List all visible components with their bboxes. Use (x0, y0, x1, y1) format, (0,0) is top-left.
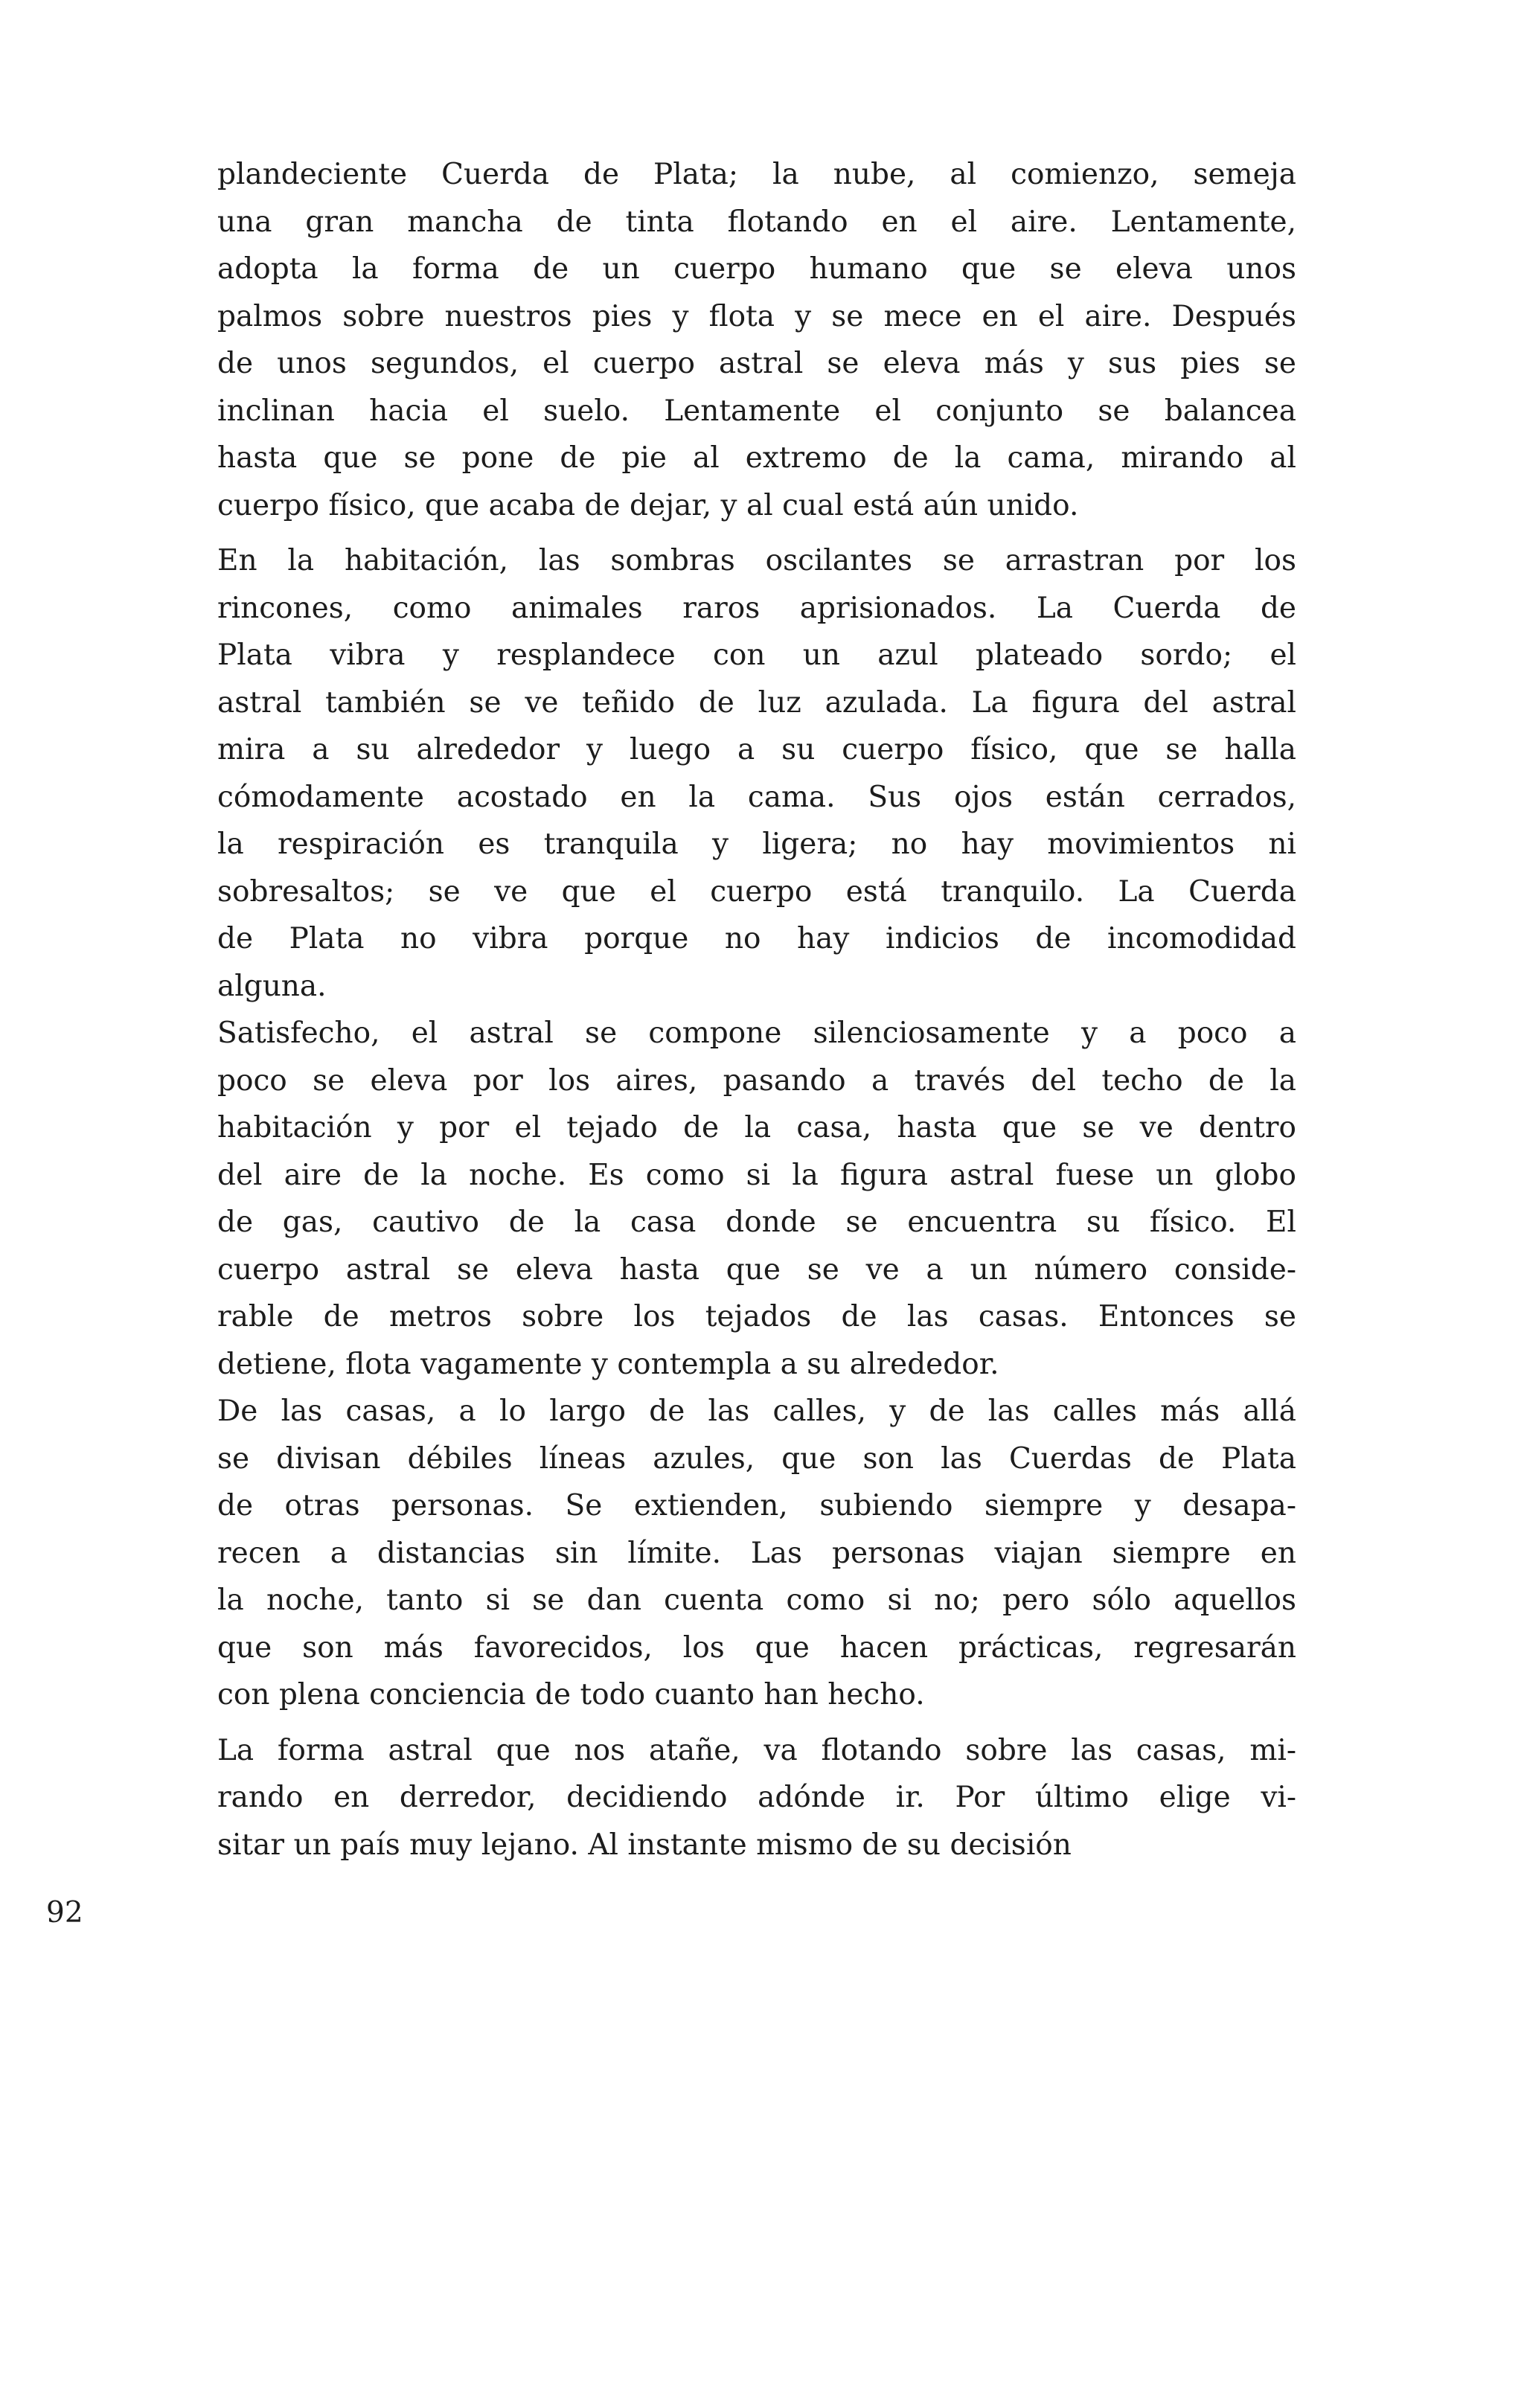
text-line: mira a su alrededor y luego a su cuerpo físico, que se halla (217, 733, 1296, 766)
text-line: cuerpo físico, que acaba de dejar, y al cual está aún unido. (217, 488, 1079, 522)
text-line: poco se eleva por los aires, pasando a través del techo de la (217, 1063, 1296, 1098)
text-line: astral también se ve teñido de luz azulada. La figura del astral (217, 685, 1296, 720)
text-line: palmos sobre nuestros pies y flota y se mece en el aire. Después (217, 299, 1296, 333)
text-line: inclinan hacia el suelo. Lentamente el conjunto se balancea (217, 394, 1296, 428)
paragraph-2 (217, 537, 1296, 1010)
text-line: cómodamente acostado en la cama. Sus ojos están cerrados, (217, 780, 1296, 814)
text-line: adopta la forma de un cuerpo humano que se eleva unos (217, 252, 1296, 286)
text-line: la respiración es tranquila y ligera; no hay movimientos ni (217, 827, 1296, 861)
text-line: la noche, tanto si se dan cuenta como si no; pero sólo aquellos (217, 1584, 1296, 1617)
text-line: rincones, como animales raros aprisionados. La Cuerda de (217, 591, 1296, 625)
paragraph-1 (217, 151, 1296, 529)
text-line: plandeciente Cuerda de Plata; la nube, al comienzo, semeja (217, 158, 1296, 191)
text-line: De las casas, a lo largo de las calles, y de las calles más allá (217, 1394, 1296, 1428)
text-line: recen a distancias sin límite. Las personas viajan siempre en (217, 1536, 1296, 1570)
text-line: de Plata no vibra porque no hay indicios de incomodidad (217, 922, 1296, 955)
text-line: se divisan débiles líneas azules, que son las Cuerdas de Plata (217, 1441, 1296, 1476)
paragraph-3 (217, 1010, 1296, 1388)
body-text (217, 151, 1296, 1869)
text-line: habitación y por el tejado de la casa, hasta que se ve dentro (217, 1111, 1296, 1144)
text-line: En la habitación, las sombras oscilantes se arrastran por los (217, 544, 1296, 577)
text-line: alguna. (217, 969, 327, 1003)
text-line: de otras personas. Se extienden, subiendo siempre y desapa- (217, 1489, 1296, 1522)
page-number: 92 (46, 1896, 83, 1930)
paragraph-4 (217, 1388, 1296, 1719)
text-line: con plena conciencia de todo cuanto han hecho. (217, 1678, 925, 1711)
text-line: una gran mancha de tinta flotando en el aire. Lentamente, (217, 205, 1296, 239)
text-line: de gas, cautivo de la casa donde se encuentra su físico. El (217, 1205, 1296, 1239)
text-line: Satisfecho, el astral se compone silenciosamente y a poco a (217, 1016, 1296, 1050)
text-line: La forma astral que nos atañe, va flotando sobre las casas, mi- (217, 1733, 1296, 1767)
text-line: Plata vibra y resplandece con un azul plateado sordo; el (217, 638, 1296, 672)
text-line: hasta que se pone de pie al extremo de la cama, mirando al (217, 441, 1296, 475)
text-line: sitar un país muy lejano. Al instante mismo de su decisión (217, 1828, 1072, 1862)
text-line: rable de metros sobre los tejados de las casas. Entonces se (217, 1300, 1296, 1333)
text-line: sobresaltos; se ve que el cuerpo está tranquilo. La Cuerda (217, 874, 1296, 909)
text-line: del aire de la noche. Es como si la figura astral fuese un globo (217, 1158, 1296, 1192)
text-line: rando en derredor, decidiendo adónde ir. Por último elige vi- (217, 1781, 1296, 1814)
paragraph-5 (217, 1727, 1296, 1869)
text-line: detiene, flota vagamente y contempla a su alrededor. (217, 1347, 999, 1381)
text-line: que son más favorecidos, los que hacen prácticas, regresarán (217, 1630, 1296, 1665)
text-line: cuerpo astral se eleva hasta que se ve a un número conside- (217, 1252, 1296, 1287)
text-line: de unos segundos, el cuerpo astral se eleva más y sus pies se (217, 347, 1296, 380)
